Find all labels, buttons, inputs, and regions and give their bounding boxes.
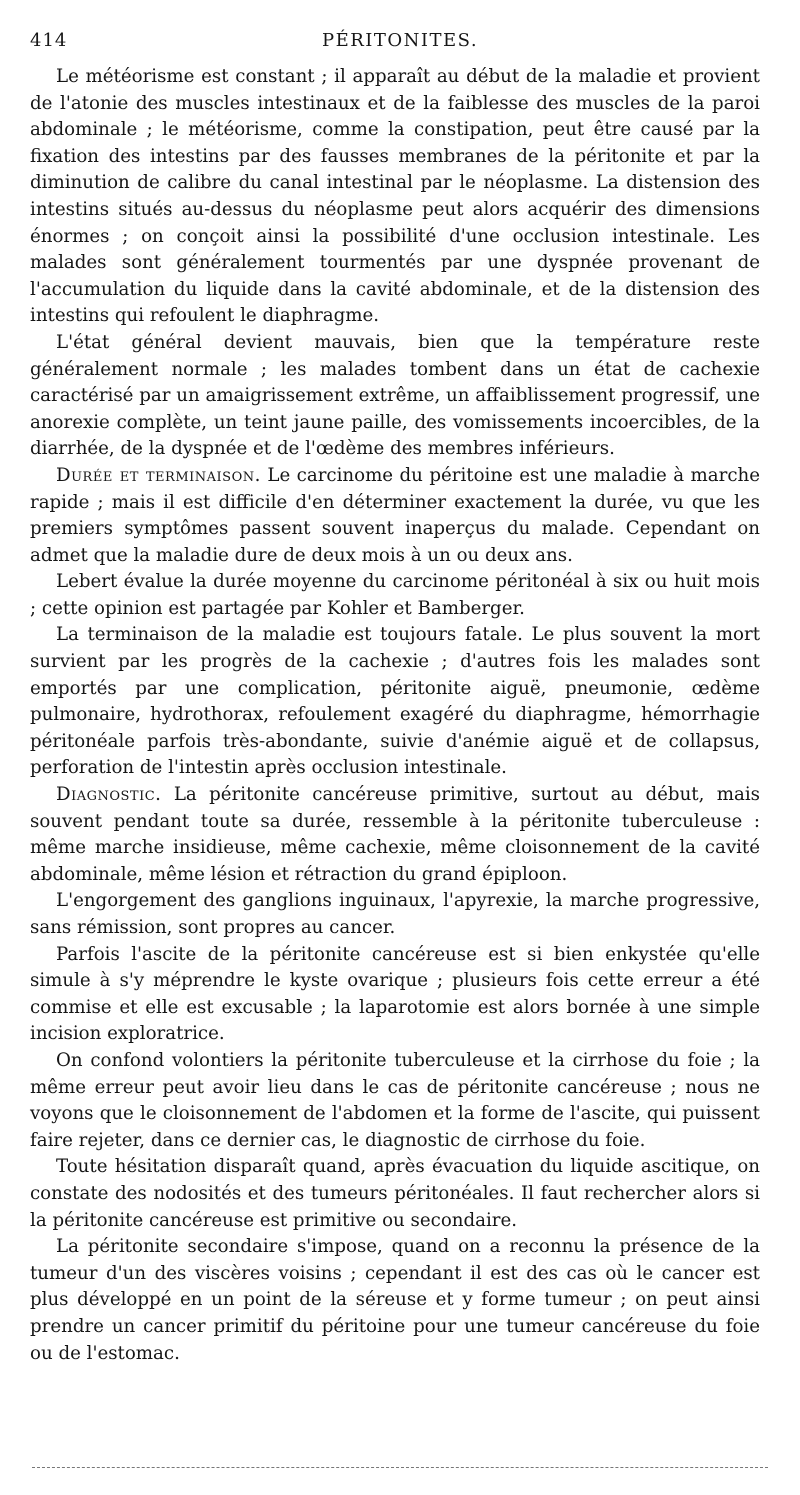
paragraph-terminaison (30, 622, 760, 782)
section-heading-duree: Durée et terminaison. (56, 464, 261, 486)
paragraph-engorgement (30, 888, 760, 941)
section-heading-diagnostic: Diagnostic. (56, 784, 162, 806)
paragraph-meteorisme (30, 64, 760, 330)
paragraph-text: La péritonite cancéreuse primitive, surtout au début, mais souvent pendant toute sa durée, ressemble à la péritonite tuberculeuse : même marche insidieuse, même cachexie, même cloisonnement de la cavité abdominale, même lésion et rétraction du grand épiploon. (30, 784, 760, 885)
paragraph-text: La péritonite secondaire s'impose, quand on a reconnu la présence de la tumeur d'un des viscères voisins ; cependant il est des cas où le cancer est plus développé en un point de la séreuse et y forme tumeur ; on peut ainsi prendre un cancer primitif du péritoine pour une tumeur cancéreuse du foie ou de l'estomac. (30, 1236, 760, 1364)
footer-dotted-rule (32, 1467, 768, 1468)
paragraph-hesitation (30, 1154, 760, 1234)
paragraph-lebert (30, 569, 760, 622)
paragraph-text: La terminaison de la maladie est toujours fatale. Le plus souvent la mort survient par les progrès de la cachexie ; d'autres fois les malades sont emportés par une complication, péritonite aiguë, pneumonie, œdème pulmonaire, hydrothorax, refoulement exagéré du diaphragme, hémorrhagie péritonéale parfois très-abondante, suivie d'anémie aiguë et de collapsus, perforation de l'intestin après occlusion intestinale. (30, 624, 760, 779)
paragraph-text: L'état général devient mauvais, bien que la température reste généralement normale ; les malades tombent dans un état de cachexie caractérisé par un amaigrissement extrême, un affaiblissement progressif, une anorexie complète, un teint jaune paille, des vomissements incoercibles, de la diarrhée, de la dyspnée et de l'œdème des membres inférieurs. (30, 331, 760, 460)
paragraph-secondaire (30, 1234, 760, 1367)
paragraph-text: Lebert évalue la durée moyenne du carcinome péritonéal à six ou huit mois ; cette opinion est partagée par Kohler et Bamberger. (30, 571, 760, 619)
paragraph-text: Le météorisme est constant ; il apparaît au début de la maladie et provient de l'atonie des muscles intestinaux et de la faiblesse des muscles de la paroi abdominale ; le météorisme, comme la constipation, peut être causé par la fixation des intestins par des fausses membranes de la péritonite et par la diminution de calibre du canal intestinal par le néoplasme. La distension des intestins situés au-dessus du néoplasme peut alors acquérir des dimensions énormes ; on conçoit ainsi la possibilité d'une occlusion intestinale. Les malades sont généralement tourmentés par une dyspnée provenant de l'accumulation du liquide dans la cavité abdominale, et de la distension des intestins qui refoulent le diaphragme. (30, 66, 760, 327)
paragraph-confusion (30, 1048, 760, 1154)
page-number: 414 (30, 30, 68, 51)
running-title: PÉRITONITES. (321, 30, 479, 51)
paragraph-diagnostic (30, 782, 760, 888)
paragraph-text: Toute hésitation disparaît quand, après évacuation du liquide ascitique, on constate des nodosités et des tumeurs péritonéales. Il faut rechercher alors si la péritonite cancéreuse est primitive ou secondaire. (30, 1156, 760, 1231)
page-header (30, 30, 770, 56)
paragraph-text: On confond volontiers la péritonite tuberculeuse et la cirrhose du foie ; la même erreur peut avoir lieu dans le cas de péritonite cancéreuse ; nous ne voyons que le cloisonnement de l'abdomen et la forme de l'ascite, qui puissent faire rejeter, dans ce dernier cas, le diagnostic de cirrhose du foie. (30, 1049, 760, 1151)
paragraph-text: Parfois l'ascite de la péritonite cancéreuse est si bien enkystée qu'elle simule à s'y méprendre le kyste ovarique ; plusieurs fois cette erreur a été commise et elle est excusable ; la laparotomie est alors bornée à une simple incision exploratrice. (30, 943, 760, 1045)
paragraph-etat-general (30, 330, 760, 463)
paragraph-ascite (30, 942, 760, 1048)
body-text (30, 64, 760, 1367)
paragraph-text: L'engorgement des ganglions inguinaux, l'apyrexie, la marche progressive, sans rémission, sont propres au cancer. (30, 890, 760, 938)
paragraph-duree (30, 463, 760, 569)
paragraph-text: Le carcinome du péritoine est une maladie à marche rapide ; mais il est difficile d'en déterminer exactement la durée, vu que les premiers symptômes passent souvent inaperçus du malade. Cependant on admet que la maladie dure de deux mois à un ou deux ans. (30, 464, 760, 566)
